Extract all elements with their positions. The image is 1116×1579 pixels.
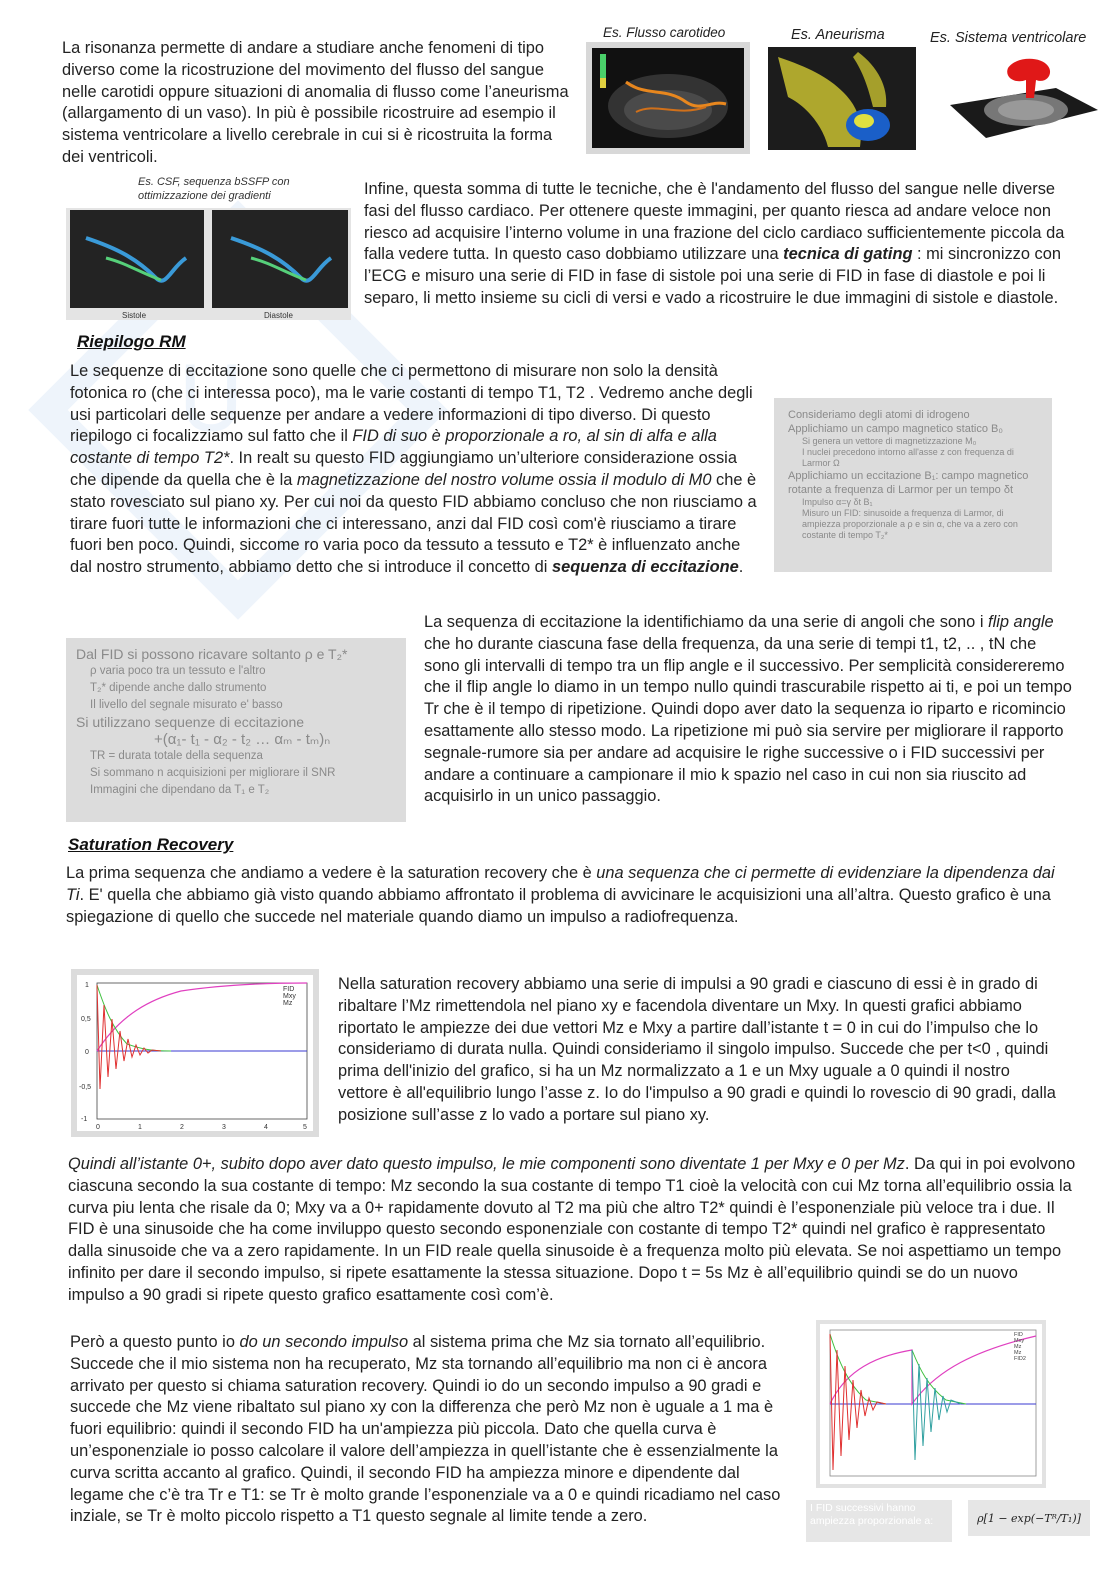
xtick: 3 xyxy=(222,1124,226,1131)
fid-amplitude-note: I FID successivi hanno ampiezza proporzionale a: xyxy=(806,1500,952,1542)
caption-flusso: Es. Flusso carotideo xyxy=(603,25,726,40)
ytick: -0,5 xyxy=(79,1084,92,1091)
xtick: 0 xyxy=(96,1124,100,1131)
xtick: 2 xyxy=(180,1124,184,1131)
label-sistole: Sistole xyxy=(122,311,147,320)
amplitude-formula: ρ[1 − exp(−Tᴿ/T₁)] xyxy=(968,1500,1090,1536)
legend-item: FID2 xyxy=(1014,1356,1026,1362)
legend-item: Mz xyxy=(1014,1344,1022,1350)
heading-saturation-recovery: Saturation Recovery xyxy=(68,835,234,854)
legend-item: FID xyxy=(1014,1332,1023,1338)
slide-hydrogen-atoms: Consideriamo degli atomi di idrogeno Applichiamo un campo magnetico statico B₀ Si genera un vettore di magnetizzazione M₀ I nuclei precedono intorno all'asse z con frequenza di Larmor Ω Applichiamo un eccitazione B₁: campo magnetico rotante a frequenza di Larmor per un tempo δt Impulso α=γ δt B₁ Misuro un FID: sinusoide a frequenza di Larmor, di ampiezza proporzionale a ρ e sin α, che va a zero con costante di tempo T₂* xyxy=(774,398,1052,572)
carotid-flow-image xyxy=(586,42,750,154)
xtick: 4 xyxy=(264,1124,268,1131)
slide-excitation-sequences: Dal FID si possono ricavare soltanto ρ e T₂* ρ varia poco tra un tessuto e l'altro T₂* dipende anche dallo strumento Il livello del segnale misurato e' basso Si utilizzano sequenze di eccitazione +(α₁- t₁ - α₂ - t₂ … αₘ - tₘ)ₙ TR = durata totale della sequenza Si sommano n acquisizioni per migliorare il SNR Immagini che dipendano da T₁ e T₂ xyxy=(66,638,406,822)
second-pulse-chart xyxy=(816,1320,1046,1488)
evolution-paragraph: Quindi all’istante 0+, subito dopo aver dato questo impulso, le mie componenti sono diventate 1 per Mxy e 0 per Mz. Da qui in poi evolvono ciascuna secondo la sua costante di tempo: Mz secondo la sua costante di tempo T1 cioè la velocità con cui Mz torna all’equilibrio ossia la curva piu lenta che risale da 0; Mxy va a 0+ rapidamente dovuto al T2 ma più che altro T2* quindi è l’esponenziale più veloce tra i due. Il FID è una sinusoide che ha come inviluppo questo secondo esponenziale con costante di tempo T2* quindi nel grafico è rappresentato dalla sinusoide che va a zero rapidamente. In un FID reale quella sinusoide è a frequenza molto più elevata. Se noi aspettiamo un tempo infinito per dare il secondo impulso, si ripete esattamente la stessa situazione. Dopo t = 5s Mz è all’equilibrio quindi se do un nuovo impulso a 90 gradi si ripete questo grafico esattamente così com’è. xyxy=(68,1155,1076,1304)
intro-paragraph: La risonanza permette di andare a studiare anche fenomeni di tipo diverso come la ricostruzione del movimento del flusso del sangue nelle carotidi oppure situazioni di anomalia di flusso come l’aneurisma (allargamento di un vaso). In più è possibile ricostruire ad esempio il sistema ventricolare a livello cerebrale in cui si è ricostruita la forma dei ventricoli. xyxy=(62,39,569,166)
ytick: 0,5 xyxy=(81,1016,91,1023)
sequence-paragraph: La sequenza di eccitazione la identifichiamo da una serie di angoli che sono i flip angle che ho durante ciascuna fase della frequenza, da una serie di tempi t1, t2, .. , tN che sono gli intervalli di tempo tra un flip angle e il successivo. Per semplicità considereremo che il flip angle lo diamo in un tempo nullo quindi trascurabile rispetto ai ti, e poi un tempo Tr che è il tempo di ripetizione. Quindi dopo aver dato la sequenza io riparto e ricomincio esattamente allo stesso modo. La ripetizione mi può sia servire per migliorare il rapporto segnale-rumore sia per andare ad acquisire le righe successive o i FID successivi per andare a continuare a campionare il mio k spazio nel caso in cui non sia riuscito ad acquisirlo in un unico passaggio. xyxy=(424,613,1072,806)
gating-paragraph: Infine, questa somma di tutte le tecniche, che è l'andamento del flusso del sangue nelle diverse fasi del flusso cardiaco. Per ottenere queste immagini, per quanto riesca ad andare veloce non riesco ad acquisire l’interno volume in una frazione del ciclo cardiaco sufficientemente piccola da falla vedere tutta. In questo caso dobbiamo utilizzare una tecnica di gating : mi sincronizzo con l’ECG e misuro una serie di FID in fase di sistole poi una serie di FID in fase di diastole e poi li separo, li metto insieme su cicli di versi e vado a ricostruire le due immagini di sistole e diastole. xyxy=(364,180,1065,307)
saturation-description-paragraph: Nella saturation recovery abbiamo una serie di impulsi a 90 gradi e ciascuno di essi è in grado di ribaltare l’Mz rimettendola nel piano xy e facendola diventare un Mxy. In questi grafici abbiamo riportato le ampiezze dei due vettori Mz e Mxy a partire dall’istante t = 0 in cui do l’impulso che lo consideriamo di durata nulla. Quindi consideriamo il singolo impulso. Succede che per t<0 , quindi prima dell'inizio del grafico, si ha un Mz normalizzato a 1 e un Mxy uguale a 0 quindi il nostro vettore è all'equilibrio lungo l’asse z. Io do l'impulso a 90 gradi e quindi lo rovescio di 90 gradi, dalla posizione sull’asse z lo vado a portare sul piano xy. xyxy=(338,975,1056,1124)
ytick: 0 xyxy=(85,1049,89,1056)
legend-item: Mz xyxy=(1014,1350,1022,1356)
ytick: -1 xyxy=(81,1116,88,1123)
legend-item: Mxy xyxy=(1014,1338,1025,1344)
saturation-intro-paragraph: La prima sequenza che andiamo a vedere è la saturation recovery che è una sequenza che ci permette di evidenziare la dipendenza dai Ti. E' quella che abbiamo già visto quando abbiamo affrontato il problema di avvicinare le acquisizioni una all’altra. Questo grafico è una spiegazione di quello che succede nel materiale quando diamo un impulso a radiofrequenza. xyxy=(66,864,1055,926)
caption-aneurisma: Es. Aneurisma xyxy=(791,27,885,43)
label-diastole: Diastole xyxy=(264,311,293,320)
svg-text:U: U xyxy=(178,347,244,452)
xtick: 1 xyxy=(138,1124,142,1131)
heading-riepilogo: Riepilogo RM xyxy=(77,332,186,351)
csf-flow-image xyxy=(66,208,351,320)
ventricular-system-image xyxy=(946,50,1104,150)
aneurysm-image xyxy=(768,47,916,150)
xtick: 5 xyxy=(303,1124,307,1131)
legend-mxy: Mxy xyxy=(283,993,296,1000)
riepilogo-paragraph: Le sequenze di eccitazione sono quelle che ci permettono di misurare non solo la densità fotonica ro (che ci interessa poco), ma le varie costanti di tempo T1, T2 . Vedremo anche degli usi particolari delle sequenze per andare a vedere informazioni di tipo diverso. Di questo riepilogo ci focalizziamo sul fatto che il FID di suo è proporzionale a ro, al sin di alfa e alla costante di tempo T2*. In realt su questo FID aggiungiamo un’ulteriore considerazione ossia che dipende da quella che è la magnetizzazione del nostro volume ossia il modulo di M0 che è stato rovesciato sul piano xy. Per cui noi da questo FID abbiamo concluso che non riusciamo a tirare fuori tutte le informazioni che ci interessano, anzi dal FID così com'è riusciamo a tirare fuori ben poco. Quindi, siccome ro varia poco da tessuto a tessuto e T2* è influenzato anche dal nostro strumento, abbiamo detto che si introduce il concetto di sequenza di eccitazione. xyxy=(70,362,757,577)
legend-mz: Mz xyxy=(283,1000,293,1007)
legend-fid: FID xyxy=(283,986,295,993)
saturation-recovery-chart xyxy=(71,969,319,1137)
ytick: 1 xyxy=(85,982,89,989)
caption-csf: Es. CSF, sequenza bSSFP con ottimizzazione dei gradienti xyxy=(138,176,290,202)
caption-ventricoli: Es. Sistema ventricolare xyxy=(930,30,1087,46)
second-pulse-paragraph: Però a questo punto io do un secondo impulso al sistema prima che Mz sia tornato all’equilibrio. Succede che il mio sistema non ha recuperato, Mz sta tornando all’equilibrio ma non ci è ancora arrivato per questo si chiama saturation recovery. Quindi io do un secondo impulso a 90 gradi e succede che Mz viene ribaltato sul piano xy con la differenza che però Mz non è uguale a 1 ma è fuori equilibrio: quindi il secondo FID ha un'ampiezza più piccola. Dato che quella curva è un’esponenziale io posso calcolare il valore dell’ampiezza in quell’istante che è essenzialmente la curva scritta accanto al grafico. Quindi, il secondo FID ha ampiezza minore e dipendente dal legame che c’è tra Tr e T1: se Tr è molto grande l’esponenziale va a 0 e quindi ricadiamo nel caso inziale, se Tr è molto piccolo rispetto a T1 questo segnale al limite tende a zero. xyxy=(70,1333,781,1526)
